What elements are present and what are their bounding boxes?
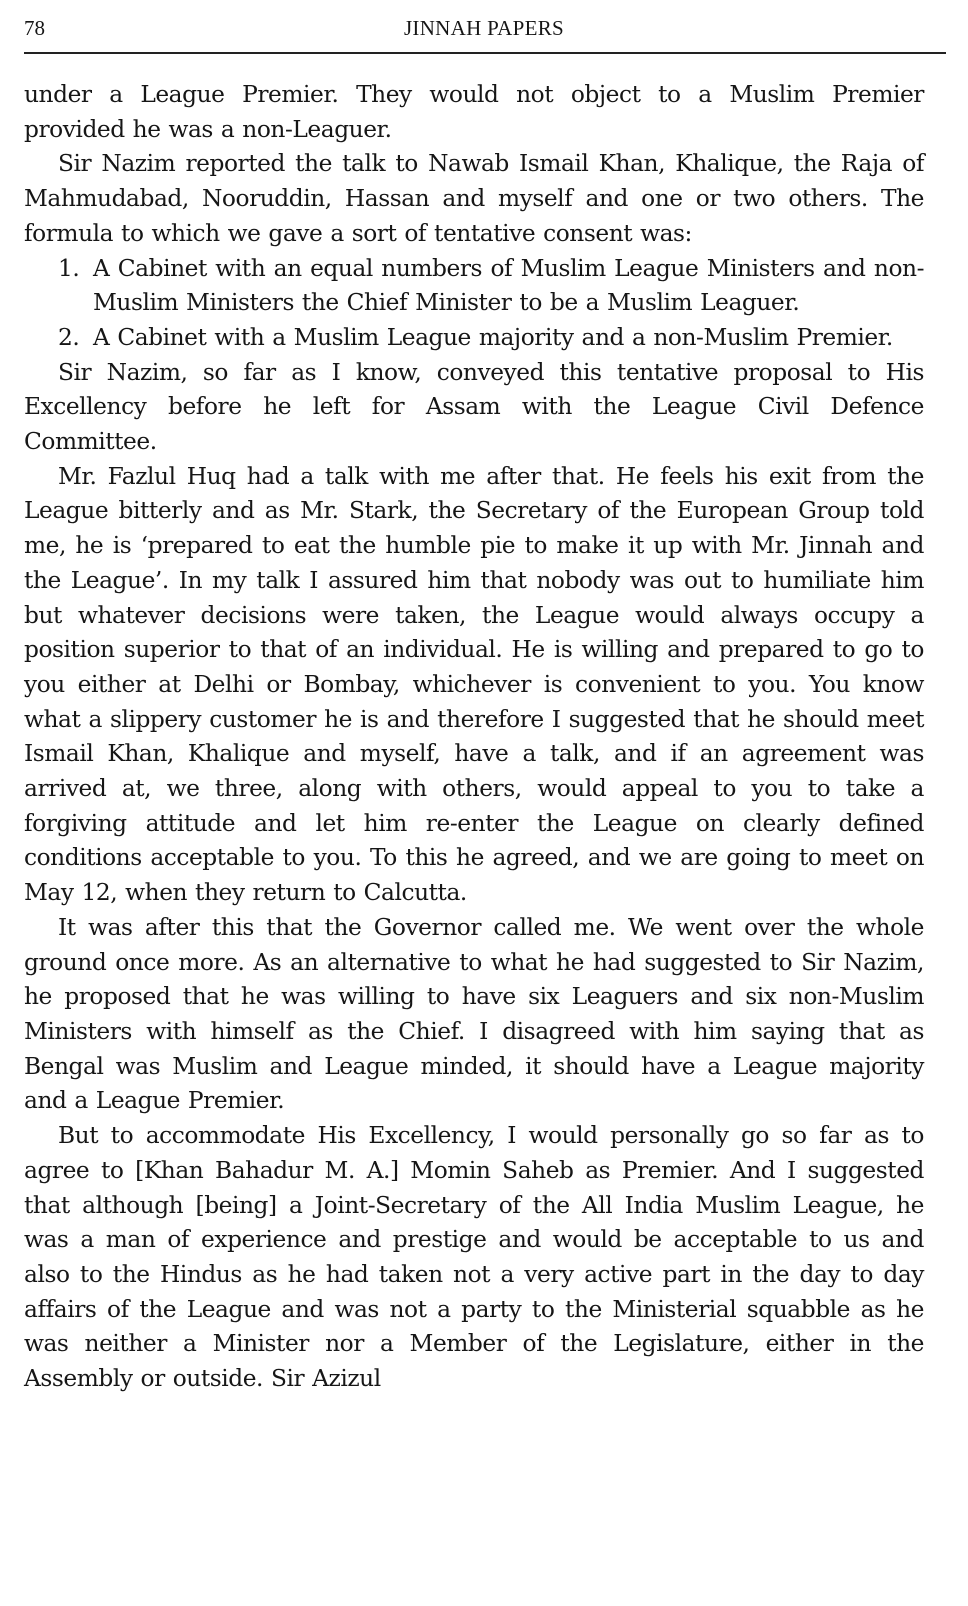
paragraph: But to accommodate His Excellency, I would personally go so far as to agree to [Khan Bahadur M. A.] Momin Saheb as Premier. And I suggested that although [being] a Joint-Secretary of the All India Muslim League, he was a man of experience and prestige and would be acceptable to us and also to the Hindus as he had taken not a very active part in the day to day affairs of the League and was not a party to the Ministerial squabble as he was neither a Minister nor a Member of the Legislature, either in the Assembly or outside. Sir Azizul xyxy=(24,1122,924,1393)
header-rule xyxy=(24,52,946,54)
paragraph: Sir Nazim, so far as I know, conveyed this tentative proposal to His Excellency before he left for Assam with the League Civil Defence Committee. xyxy=(24,358,924,456)
paragraph: Sir Nazim reported the talk to Nawab Ismail Khan, Khalique, the Raja of Mahmudabad, Nooruddin, Hassan and myself and one or two others. The formula to which we gave a sort of tentative consent was: xyxy=(24,150,924,247)
list-item-number: 2. xyxy=(58,323,80,351)
list-item xyxy=(58,321,924,356)
list-item-text: A Cabinet with an equal numbers of Muslim League Ministers and non-Muslim Ministers the Chief Minister to be a Muslim Leaguer. xyxy=(93,254,924,317)
running-head: JINNAH PAPERS xyxy=(403,16,565,40)
numbered-list xyxy=(24,252,924,356)
page-header xyxy=(24,12,944,44)
paragraph: It was after this that the Governor called me. We went over the whole ground once more. As an alternative to what he had suggested to Sir Nazim, he proposed that he was willing to have six Leaguers and six non-Muslim Ministers with himself as the Chief. I disagreed with him saying that as Bengal was Muslim and League minded, it should have a League majority and a League Premier. xyxy=(24,913,924,1115)
body-text xyxy=(24,78,924,1397)
paragraph-continued: under a League Premier. They would not object to a Muslim Premier provided he was a non-Leaguer. xyxy=(24,81,924,143)
list-item-number: 1. xyxy=(58,254,80,282)
list-item-text: A Cabinet with a Muslim League majority and a non-Muslim Premier. xyxy=(93,323,893,351)
list-item xyxy=(58,252,924,321)
page-number: 78 xyxy=(24,16,45,40)
paragraph: Mr. Fazlul Huq had a talk with me after that. He feels his exit from the League bitterly and as Mr. Stark, the Secretary of the European Group told me, he is ‘prepared to eat the humble pie to make it up with Mr. Jinnah and the League’. In my talk I assured him that nobody was out to humiliate him but whatever decisions were taken, the League would always occupy a position superior to that of an individual. He is willing and prepared to go to you either at Delhi or Bombay, whichever is convenient to you. You know what a slippery customer he is and therefore I suggested that he should meet Ismail Khan, Khalique and myself, have a talk, and if an agreement was arrived at, we three, along with others, would appeal to you to take a forgiving attitude and let him re-enter the League on clearly defined conditions acceptable to you. To this he agreed, and we are going to meet on May 12, when they return to Calcutta. xyxy=(24,462,924,907)
